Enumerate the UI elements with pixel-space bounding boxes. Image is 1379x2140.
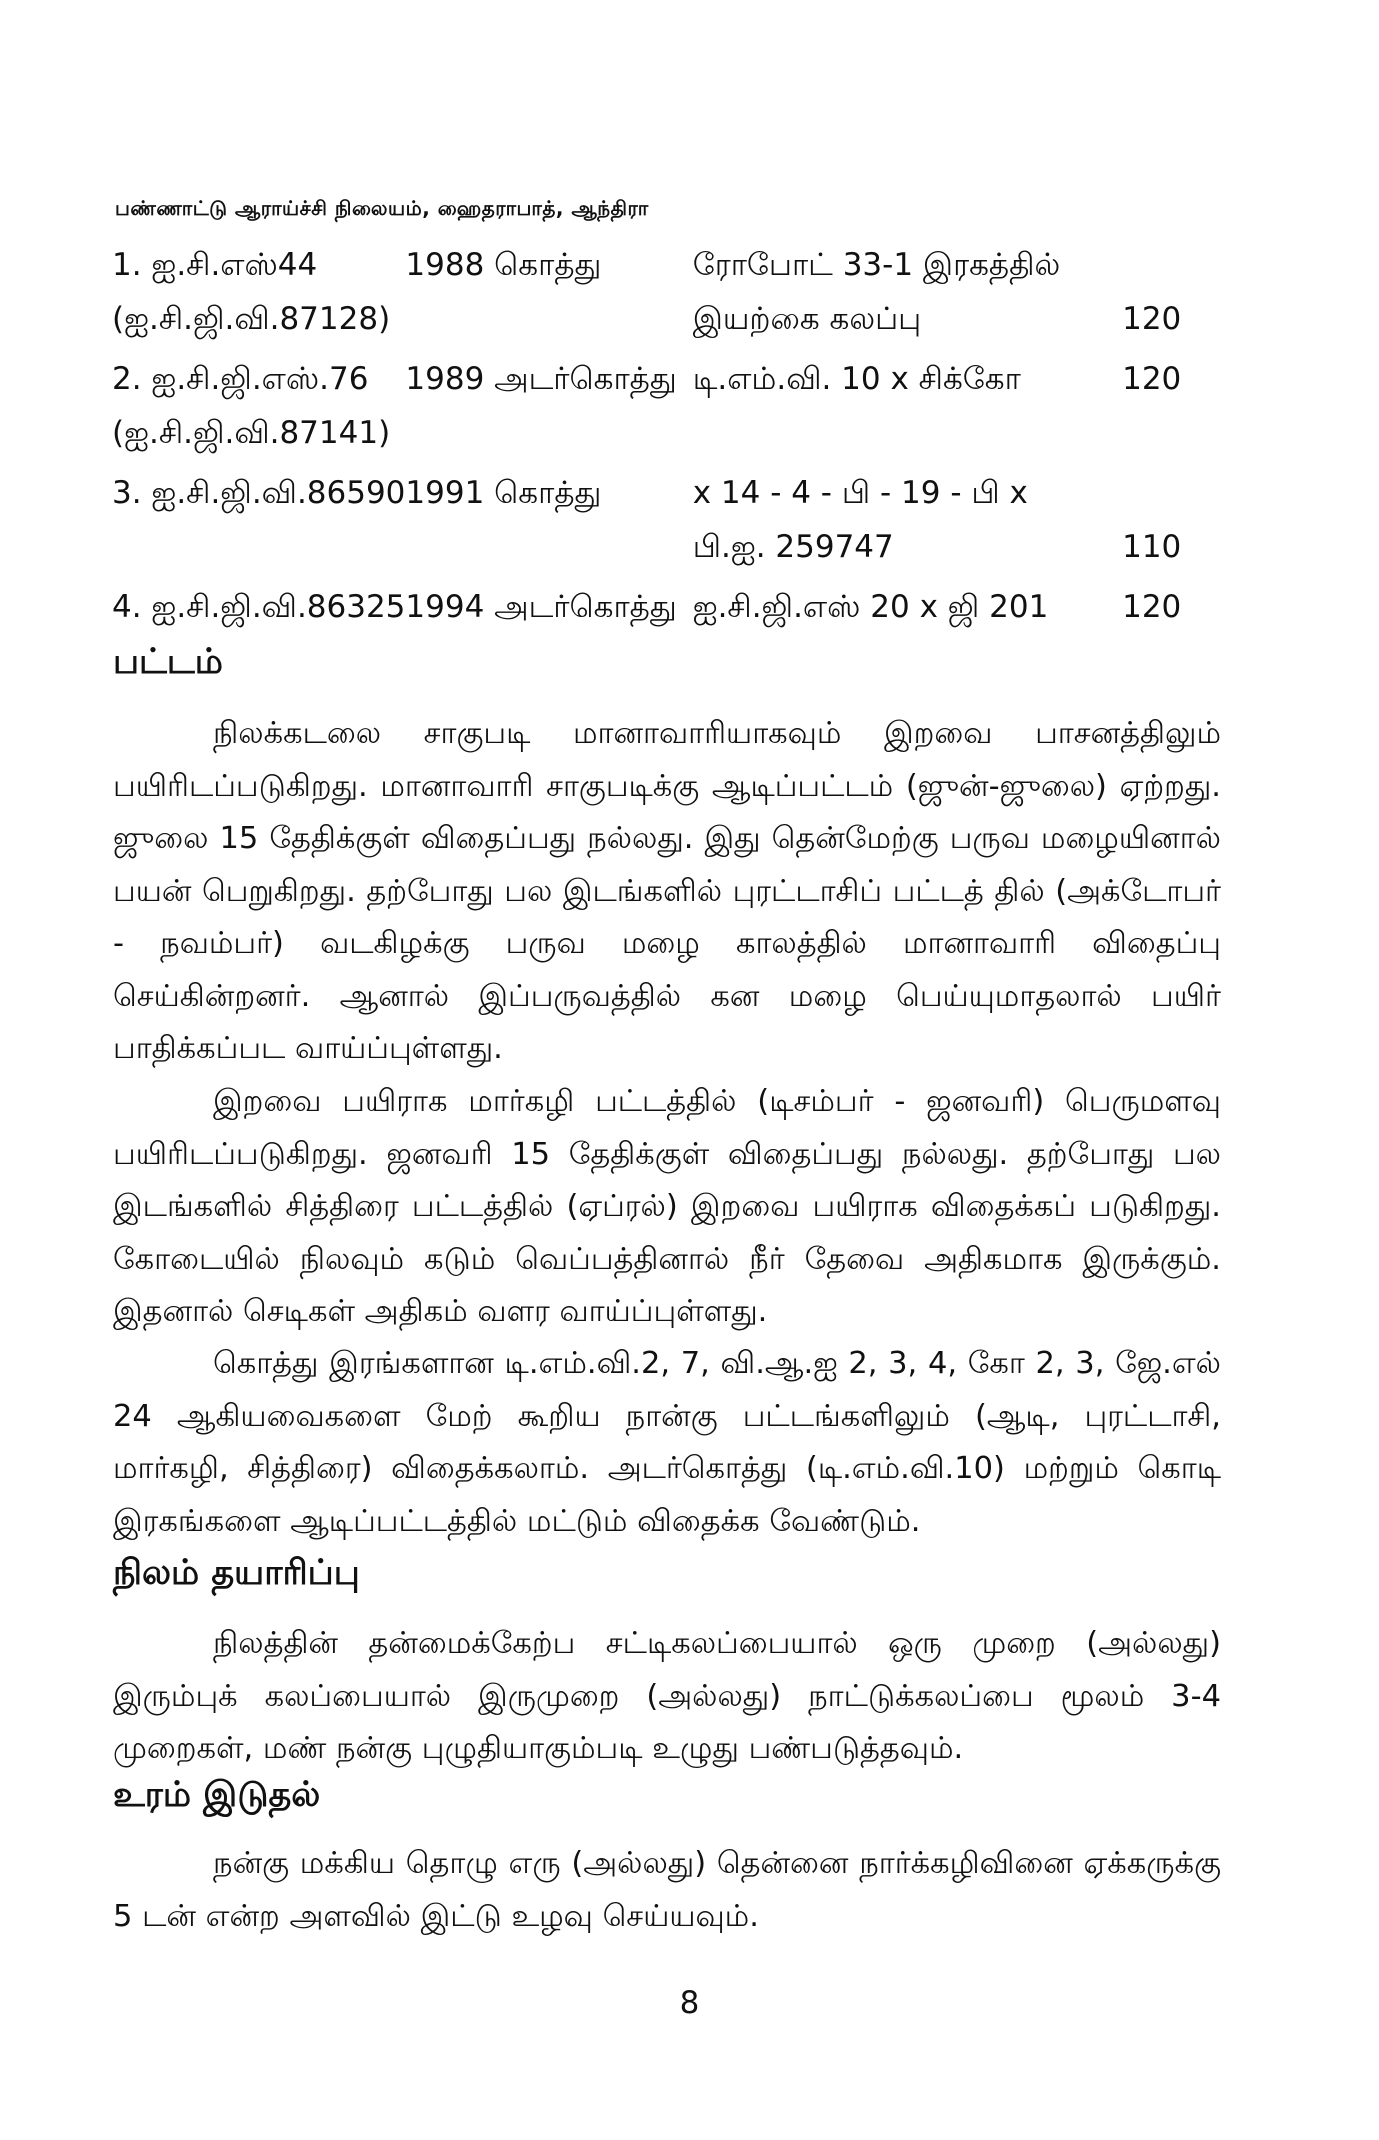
variety-parentage: டி.எம்.வி. 10 x சிக்கோ: [692, 361, 1021, 397]
variety-name: 4. ஐ.சி.ஜி.வி.86325: [112, 589, 406, 625]
variety-duration: 110: [1122, 529, 1182, 565]
page-header: பண்ணாட்டு ஆராய்ச்சி நிலையம், ஹைதராபாத், ஆந்திரா: [115, 196, 649, 220]
variety-name: 1. ஐ.சி.எஸ்44: [112, 247, 318, 283]
section-title-land-preparation: நிலம் தயாரிப்பு: [113, 1553, 360, 1593]
paragraph: இறவை பயிராக மார்கழி பட்டத்தில் (டிசம்பர் - ஜனவரி) பெருமளவு பயிரிடப்படுகிறது. ஜனவரி 15 தேதிக்குள் விதைப்பது நல்லது. தற்போது பல இடங்களில் சித்திரை பட்டத்தில் (ஏப்ரல்) இறவை பயிராக விதைக்கப் படுகிறது. கோடையில் நிலவும் கடும் வெப்பத்தினால் நீர் தேவை அதிகமாக இருக்கும். இதனால் செடிகள் அதிகம் வளர வாய்ப்புள்ளது.: [113, 1084, 1221, 1329]
variety-year: 1994 அடர்கொத்து: [405, 589, 677, 625]
variety-year: 1988 கொத்து: [405, 247, 602, 283]
variety-row: [112, 580, 1182, 634]
variety-name: 2. ஐ.சி.ஜி.எஸ்.76: [112, 361, 369, 397]
page-number: 8: [679, 1985, 700, 2021]
variety-row: [112, 238, 1182, 346]
paragraph: நிலத்தின் தன்மைக்கேற்ப சட்டிகலப்பையால் ஒரு முறை (அல்லது) இரும்புக் கலப்பையால் இருமுறை (அல்லது) நாட்டுக்கலப்பை மூலம் 3-4 முறைகள், மண் நன்கு புழுதியாகும்படி உழுது பண்படுத்தவும்.: [113, 1626, 1221, 1766]
variety-code: (ஐ.சி.ஜி.வி.87141): [112, 415, 391, 451]
variety-parentage-cont: இயற்கை கலப்பு: [692, 301, 922, 337]
paragraph: கொத்து இரங்களான டி.எம்.வி.2, 7, வி.ஆ.ஐ 2, 3, 4, கோ 2, 3, ஜே.எல் 24 ஆகியவைகளை மேற் கூறிய நான்கு பட்டங்களிலும் (ஆடி, புரட்டாசி, மார்கழி, சித்திரை) விதைக்கலாம். அடர்கொத்து (டி.எம்.வி.10) மற்றும் கொடி இரகங்களை ஆடிப்பட்டத்தில் மட்டும் விதைக்க வேண்டும்.: [113, 1346, 1221, 1539]
section-title-manure: உரம் இடுதல்: [113, 1775, 321, 1815]
variety-duration: 120: [1122, 361, 1182, 397]
variety-year: 1991 கொத்து: [405, 475, 602, 511]
variety-parentage-cont: பி.ஐ. 259747: [692, 529, 894, 565]
variety-parentage: x 14 - 4 - பி - 19 - பி x: [692, 475, 1028, 511]
variety-table: [112, 238, 1182, 634]
variety-duration: 120: [1122, 589, 1182, 625]
variety-year: 1989 அடர்கொத்து: [405, 361, 677, 397]
variety-code: (ஐ.சி.ஜி.வி.87128): [112, 301, 391, 337]
variety-name: 3. ஐ.சி.ஜி.வி.86590: [112, 475, 406, 511]
paragraph: நன்கு மக்கிய தொழு எரு (அல்லது) தென்னை நார்க்கழிவினை ஏக்கருக்கு 5 டன் என்ற அளவில் இட்டு உழவு செய்யவும்.: [113, 1846, 1221, 1934]
paragraph: நிலக்கடலை சாகுபடி மானாவாரியாகவும் இறவை பாசனத்திலும் பயிரிடப்படுகிறது. மானாவாரி சாகுபடிக்கு ஆடிப்பட்டம் (ஜுன்-ஜுலை) ஏற்றது. ஜுலை 15 தேதிக்குள் விதைப்பது நல்லது. இது தென்மேற்கு பருவ மழையினால் பயன் பெறுகிறது. தற்போது பல இடங்களில் புரட்டாசிப் பட்டத் தில் (அக்டோபர் - நவம்பர்) வடகிழக்கு பருவ மழை காலத்தில் மானாவாரி விதைப்பு செய்கின்றனர். ஆனால் இப்பருவத்தில் கன மழை பெய்யுமாதலால் பயிர் பாதிக்கப்பட வாய்ப்புள்ளது.: [113, 716, 1221, 1066]
variety-parentage: ரோபோட் 33-1 இரகத்தில்: [692, 247, 1061, 283]
variety-parentage: ஐ.சி.ஜி.எஸ் 20 x ஜி 201: [692, 589, 1049, 625]
variety-row: [112, 352, 1182, 460]
variety-duration: 120: [1122, 301, 1182, 337]
section-title-season: பட்டம்: [113, 642, 223, 682]
variety-row: [112, 466, 1182, 574]
